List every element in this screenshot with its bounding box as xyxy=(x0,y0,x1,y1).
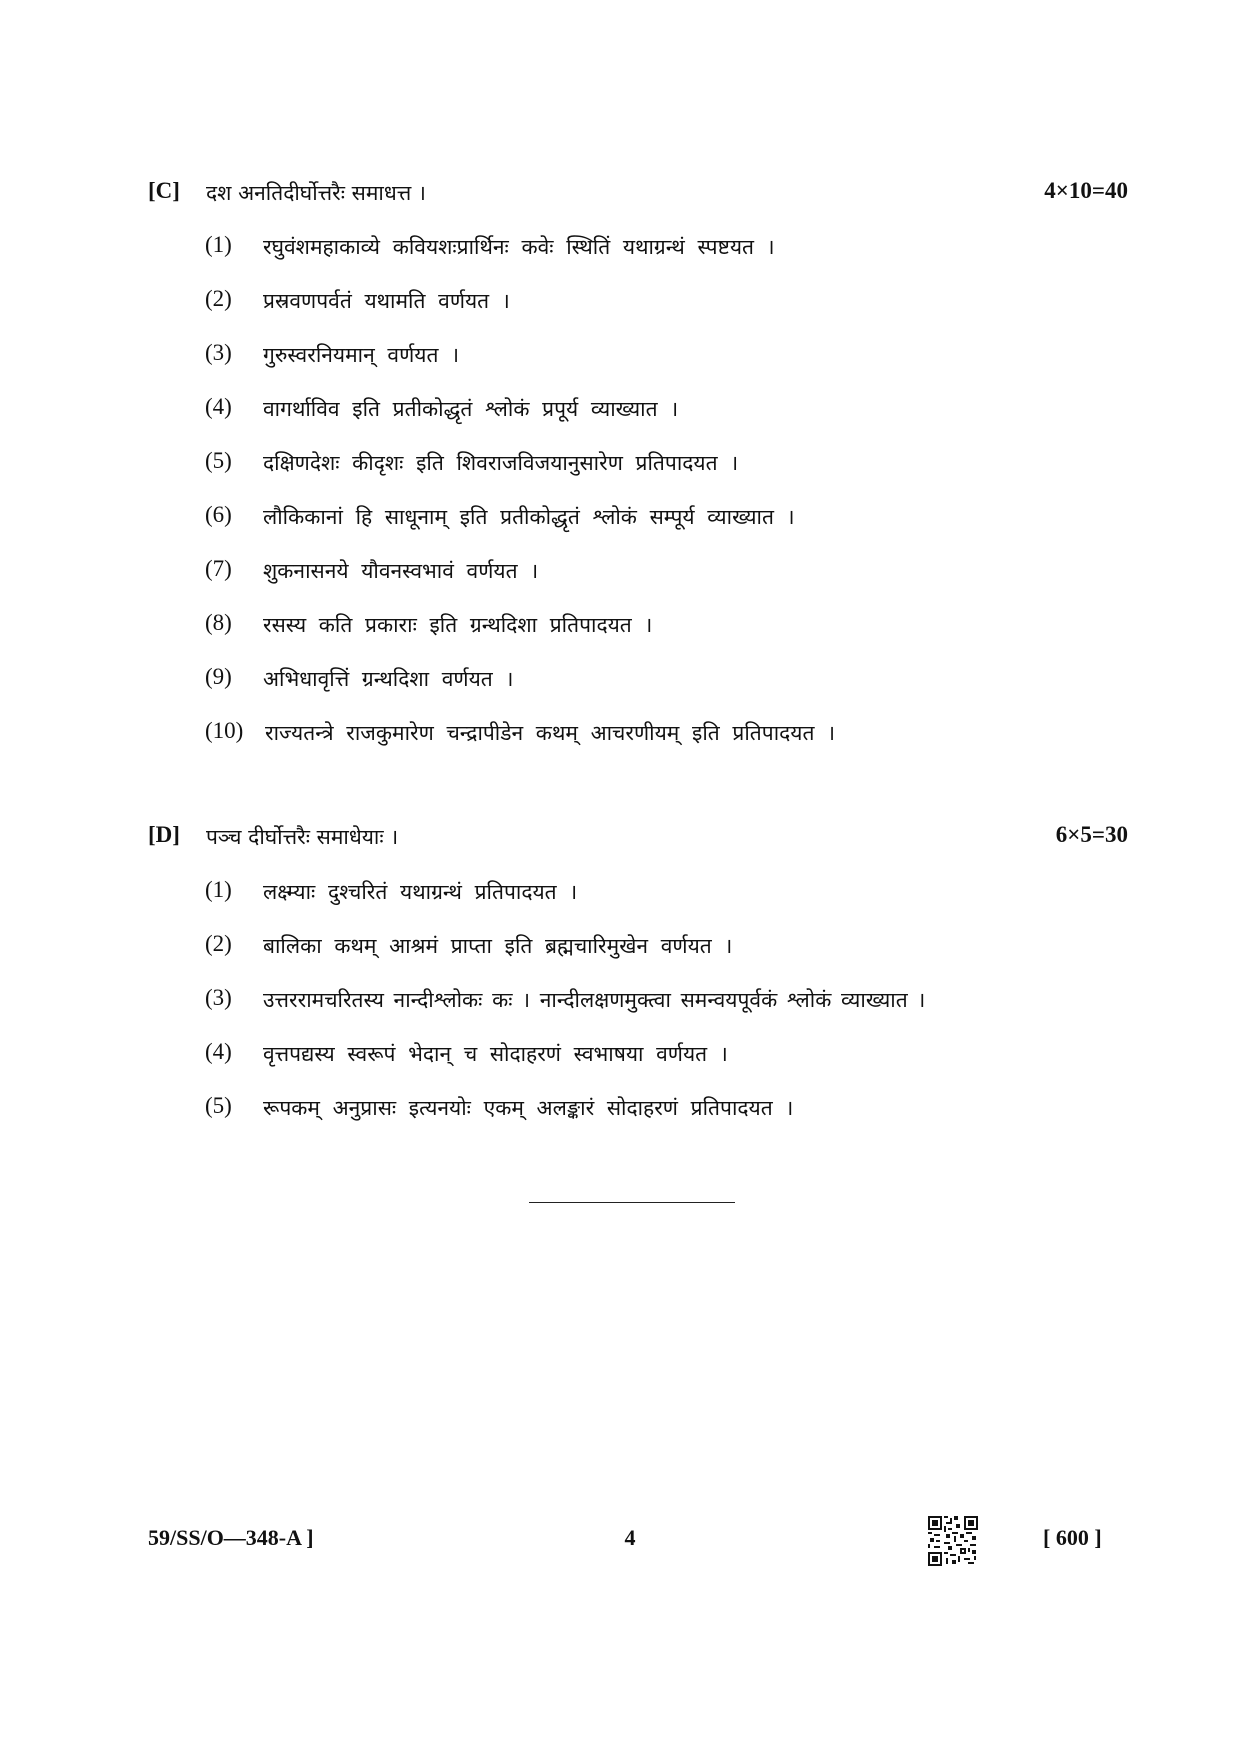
section-d-label: [D] xyxy=(148,822,180,847)
page-number: 4 xyxy=(624,1525,636,1550)
question-d-2 xyxy=(205,931,1145,985)
question-number: (10) xyxy=(205,718,244,743)
question-text: रसस्य कति प्रकाराः इति ग्रन्थदिशा प्रतिपादयत । xyxy=(263,613,653,637)
qr-code-icon xyxy=(928,1516,978,1566)
question-number: (5) xyxy=(205,1093,232,1118)
question-number: (2) xyxy=(205,931,232,956)
paper-code: 59/SS/O—348-A ] xyxy=(148,1525,314,1550)
question-text: लक्ष्म्याः दुश्चरितं यथाग्रन्थं प्रतिपादयत । xyxy=(263,880,578,904)
question-number: (3) xyxy=(205,340,232,365)
question-text: उत्तररामचरितस्य नान्दीश्लोकः कः । नान्दीलक्षणमुक्त्वा समन्वयपूर्वकं श्लोकं व्याख्यात । xyxy=(263,988,926,1012)
question-text: रघुवंशमहाकाव्ये कवियशःप्रार्थिनः कवेः स्थितिं यथाग्रन्थं स्पष्टयत । xyxy=(263,235,775,259)
question-number: (4) xyxy=(205,394,232,419)
question-number: (1) xyxy=(205,877,232,902)
question-number: (7) xyxy=(205,556,232,581)
question-number: (6) xyxy=(205,502,232,527)
question-text: अभिधावृत्तिं ग्रन्थदिशा वर्णयत । xyxy=(263,667,514,691)
section-c-marks: 4×10=40 xyxy=(1044,178,1128,203)
question-number: (3) xyxy=(205,985,232,1010)
question-c-3 xyxy=(205,340,1145,394)
question-c-4 xyxy=(205,394,1145,448)
section-c-title: दश अनतिदीर्घोत्तरैः समाधत्त । xyxy=(206,181,426,205)
question-c-9 xyxy=(205,664,1145,718)
question-d-4 xyxy=(205,1039,1145,1093)
question-number: (9) xyxy=(205,664,232,689)
question-d-5 xyxy=(205,1093,1145,1147)
section-d-title: पञ्च दीर्घोत्तरैः समाधेयाः । xyxy=(206,825,399,849)
total-copies: [ 600 ] xyxy=(1043,1525,1102,1550)
question-text: राज्यतन्त्रे राजकुमारेण चन्द्रापीडेन कथम् आचरणीयम् इति प्रतिपादयत । xyxy=(265,721,836,745)
question-c-2 xyxy=(205,286,1145,340)
question-c-7 xyxy=(205,556,1145,610)
section-c-header xyxy=(148,178,1128,218)
question-text: वागर्थाविव इति प्रतीकोद्धृतं श्लोकं प्रपूर्य व्याख्यात । xyxy=(263,397,679,421)
question-c-5 xyxy=(205,448,1145,502)
question-text: शुकनासनये यौवनस्वभावं वर्णयत । xyxy=(263,559,539,583)
question-text: रूपकम् अनुप्रासः इत्यनयोः एकम् अलङ्कारं सोदाहरणं प्रतिपादयत । xyxy=(263,1096,794,1120)
question-number: (4) xyxy=(205,1039,232,1064)
question-number: (5) xyxy=(205,448,232,473)
question-c-6 xyxy=(205,502,1145,556)
section-d-question-list xyxy=(205,877,1145,1147)
end-of-paper-rule xyxy=(529,1202,735,1203)
section-d-header xyxy=(148,822,1128,862)
question-text: दक्षिणदेशः कीदृशः इति शिवराजविजयानुसारेण प्रतिपादयत । xyxy=(263,451,739,475)
question-c-1 xyxy=(205,232,1145,286)
section-c-label: [C] xyxy=(148,178,180,203)
section-d-marks: 6×5=30 xyxy=(1055,822,1128,847)
question-text: गुरुस्वरनियमान् वर्णयत । xyxy=(263,343,460,367)
question-text: वृत्तपद्यस्य स्वरूपं भेदान् च सोदाहरणं स्वभाषया वर्णयत । xyxy=(263,1042,728,1066)
question-c-8 xyxy=(205,610,1145,664)
section-c-question-list xyxy=(205,232,1145,772)
question-number: (8) xyxy=(205,610,232,635)
question-number: (1) xyxy=(205,232,232,257)
question-text: प्रस्रवणपर्वतं यथामति वर्णयत । xyxy=(263,289,510,313)
question-number: (2) xyxy=(205,286,232,311)
question-d-1 xyxy=(205,877,1145,931)
question-text: लौकिकानां हि साधूनाम् इति प्रतीकोद्धृतं श्लोकं सम्पूर्य व्याख्यात । xyxy=(263,505,795,529)
question-d-3 xyxy=(205,985,1145,1039)
question-c-10 xyxy=(205,718,1145,772)
question-text: बालिका कथम् आश्रमं प्राप्ता इति ब्रह्मचारिमुखेन वर्णयत । xyxy=(263,934,733,958)
